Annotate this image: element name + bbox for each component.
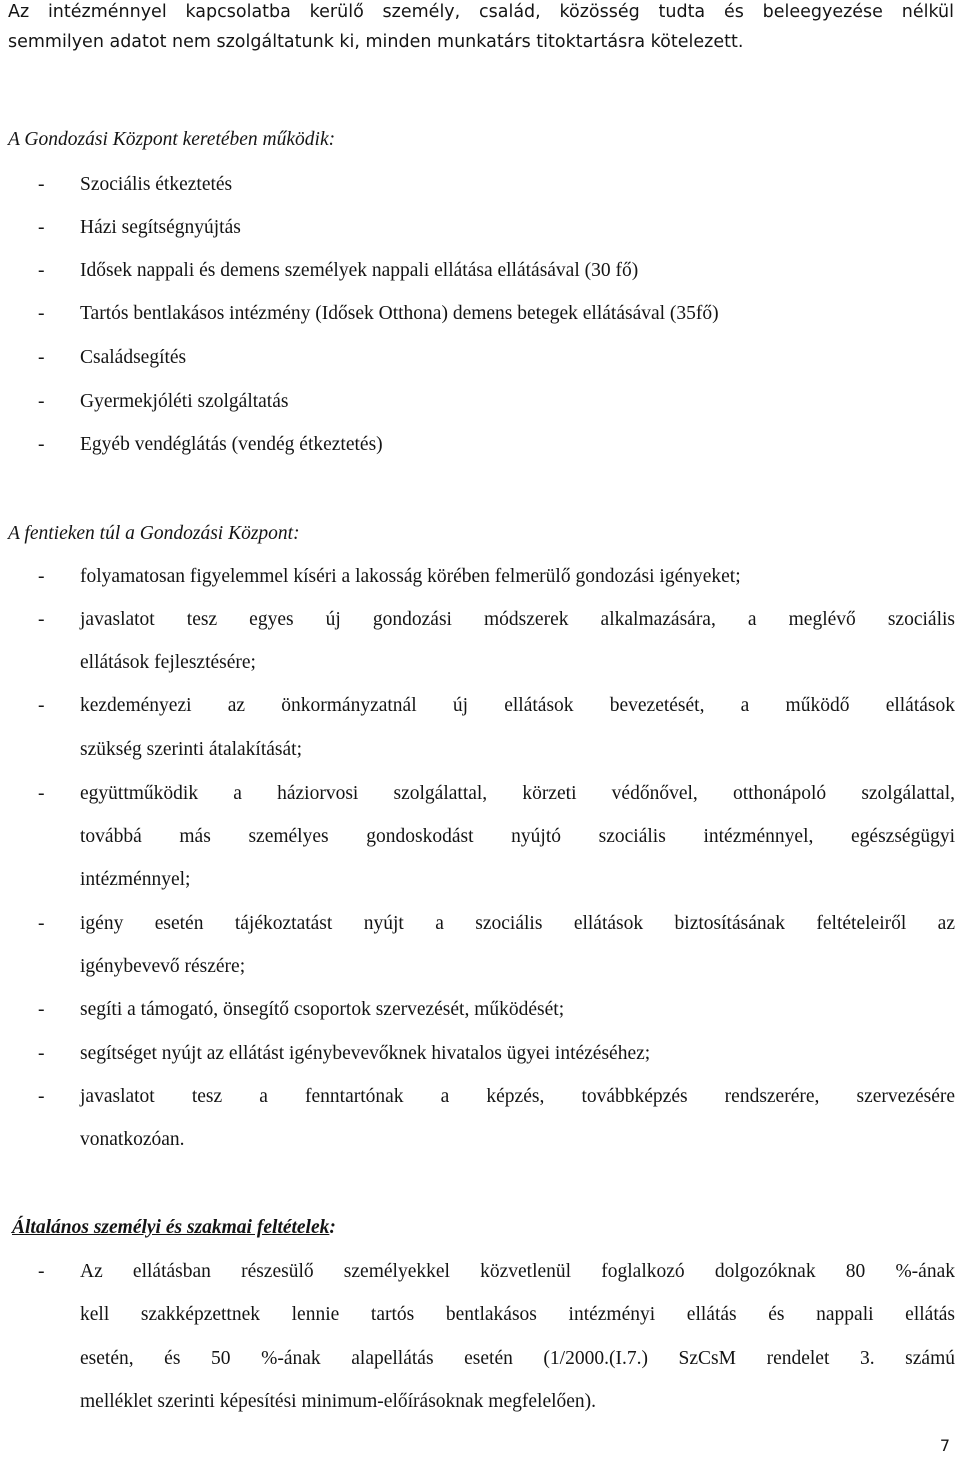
- list-dash: -: [38, 174, 45, 195]
- beyond-item-2-line-1: javaslatot tesz egyes új gondozási módszerek alkalmazására, a meglévő szociális: [80, 609, 955, 630]
- beyond-item-7-line-1: segítséget nyújt az ellátást igénybevevőknek hivatalos ügyei intézéséhez;: [80, 1043, 651, 1064]
- list-dash: -: [38, 999, 45, 1020]
- list-dash: -: [38, 303, 45, 324]
- beyond-item-3-line-1: kezdeményezi az önkormányzatnál új ellátások bevezetését, a működő ellátások: [80, 695, 955, 716]
- list-dash: -: [38, 260, 45, 281]
- list-dash: -: [38, 609, 45, 630]
- beyond-item-4-line-1: együttműködik a háziorvosi szolgálattal, körzeti védőnővel, otthonápoló szolgálattal,: [80, 783, 955, 804]
- beyond-item-1-line-1: folyamatosan figyelemmel kíséri a lakosság körében felmerülő gondozási igényeket;: [80, 566, 741, 587]
- service-item-4: Tartós bentlakásos intézmény (Idősek Otthona) demens betegek ellátásával (35fő): [80, 303, 719, 324]
- intro-line-2: semmilyen adatot nem szolgáltatunk ki, minden munkatárs titoktartásra kötelezett.: [8, 32, 744, 52]
- list-dash: -: [38, 347, 45, 368]
- list-dash: -: [38, 434, 45, 455]
- list-dash: -: [38, 1261, 45, 1282]
- beyond-heading: A fentieken túl a Gondozási Központ:: [8, 523, 300, 544]
- services-heading: A Gondozási Központ keretében működik:: [8, 129, 336, 150]
- list-dash: -: [38, 1043, 45, 1064]
- conditions-line-4: melléklet szerinti képesítési minimum-előírásoknak megfelelően).: [80, 1391, 597, 1412]
- beyond-item-4-line-3: intézménnyel;: [80, 869, 191, 890]
- beyond-item-5-line-1: igény esetén tájékoztatást nyújt a szociális ellátások biztosításának feltételeiről az: [80, 913, 955, 934]
- service-item-5: Családsegítés: [80, 347, 187, 368]
- conditions-heading-colon: :: [329, 1217, 336, 1238]
- conditions-line-2: kell szakképzettnek lennie tartós bentlakásos intézményi ellátás és nappali ellátás: [80, 1304, 955, 1325]
- service-item-7: Egyéb vendéglátás (vendég étkeztetés): [80, 434, 383, 455]
- conditions-line-1: Az ellátásban részesülő személyekkel közvetlenül foglalkozó dolgozóknak 80 %-ának: [80, 1261, 955, 1282]
- beyond-item-2-line-2: ellátások fejlesztésére;: [80, 652, 256, 673]
- list-dash: -: [38, 566, 45, 587]
- service-item-2: Házi segítségnyújtás: [80, 217, 241, 238]
- beyond-item-4-line-2: továbbá más személyes gondoskodást nyújtó szociális intézménnyel, egészségügyi: [80, 826, 955, 847]
- service-item-6: Gyermekjóléti szolgáltatás: [80, 391, 289, 412]
- list-dash: -: [38, 913, 45, 934]
- beyond-item-6-line-1: segíti a támogató, önsegítő csoportok szervezését, működését;: [80, 999, 565, 1020]
- service-item-1: Szociális étkeztetés: [80, 174, 233, 195]
- conditions-line-3: esetén, és 50 %-ának alapellátás esetén (1/2000.(I.7.) SzCsM rendelet 3. számú: [80, 1348, 955, 1369]
- list-dash: -: [38, 391, 45, 412]
- beyond-item-3-line-2: szükség szerinti átalakítását;: [80, 739, 303, 760]
- list-dash: -: [38, 783, 45, 804]
- beyond-item-8-line-2: vonatkozóan.: [80, 1129, 185, 1150]
- conditions-heading: [12, 1216, 336, 1240]
- list-dash: -: [38, 695, 45, 716]
- service-item-3: Idősek nappali és demens személyek nappali ellátása ellátásával (30 fő): [80, 260, 639, 281]
- beyond-item-5-line-2: igénybevevő részére;: [80, 956, 246, 977]
- list-dash: -: [38, 1086, 45, 1107]
- page-number: 7: [939, 1436, 950, 1455]
- conditions-heading-text: Általános személyi és szakmai feltételek: [12, 1217, 330, 1238]
- list-dash: -: [38, 217, 45, 238]
- beyond-item-8-line-1: javaslatot tesz a fenntartónak a képzés, továbbképzés rendszerére, szervezésére: [80, 1086, 955, 1107]
- intro-line-1: Az intézménnyel kapcsolatba kerülő személy, család, közösség tudta és beleegyezése nélkül: [8, 2, 954, 22]
